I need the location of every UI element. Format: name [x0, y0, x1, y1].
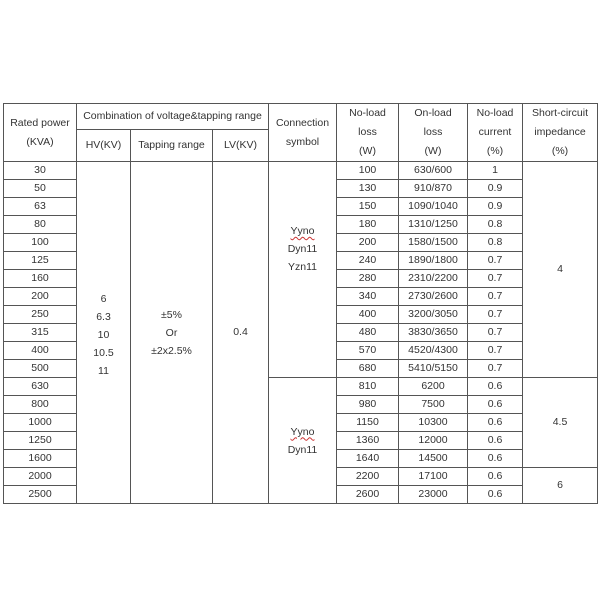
- on-load-loss-cell: 6200: [399, 378, 468, 396]
- tapping-value: ±5%: [161, 309, 182, 321]
- no-load-loss-cell: 100: [337, 162, 399, 180]
- hv-cell: [77, 162, 131, 504]
- no-load-current-cell: 0.7: [468, 270, 523, 288]
- connection-symbol-cell: [269, 378, 337, 504]
- no-load-loss-cell: 340: [337, 288, 399, 306]
- no-load-current-cell: 0.6: [468, 396, 523, 414]
- header-lv: LV(KV): [213, 129, 269, 161]
- connection-symbol: Dyn11: [287, 243, 318, 255]
- rated-power-cell: 500: [4, 360, 77, 378]
- no-load-current-cell: 0.7: [468, 288, 523, 306]
- no-load-current-cell: 0.7: [468, 324, 523, 342]
- rated-power-cell: 315: [4, 324, 77, 342]
- on-load-loss-cell: 17100: [399, 468, 468, 486]
- rated-power-cell: 125: [4, 252, 77, 270]
- no-load-loss-cell: 1640: [337, 450, 399, 468]
- on-load-loss-cell: 23000: [399, 486, 468, 504]
- rated-power-cell: 250: [4, 306, 77, 324]
- header-no-load-current: No-load current (%): [468, 104, 523, 162]
- no-load-current-cell: 0.7: [468, 252, 523, 270]
- rated-power-cell: 200: [4, 288, 77, 306]
- rated-power-cell: 2500: [4, 486, 77, 504]
- tapping-range-cell: [131, 162, 213, 504]
- no-load-loss-cell: 1360: [337, 432, 399, 450]
- on-load-loss-cell: 3830/3650: [399, 324, 468, 342]
- rated-power-cell: 630: [4, 378, 77, 396]
- header-on-load-loss: On-load loss (W): [399, 104, 468, 162]
- hv-value: 6.3: [96, 311, 111, 323]
- no-load-current-cell: 0.6: [468, 432, 523, 450]
- rated-power-cell: 50: [4, 180, 77, 198]
- hv-value: 10.5: [93, 347, 114, 359]
- impedance-cell: 6: [523, 468, 598, 504]
- connection-symbol: Yyno: [290, 425, 315, 438]
- no-load-current-cell: 0.7: [468, 342, 523, 360]
- rated-power-cell: 800: [4, 396, 77, 414]
- no-load-loss-cell: 200: [337, 234, 399, 252]
- no-load-loss-cell: 130: [337, 180, 399, 198]
- on-load-loss-cell: 3200/3050: [399, 306, 468, 324]
- on-load-loss-cell: 10300: [399, 414, 468, 432]
- rated-power-cell: 80: [4, 216, 77, 234]
- no-load-loss-cell: 2200: [337, 468, 399, 486]
- no-load-loss-cell: 980: [337, 396, 399, 414]
- no-load-loss-cell: 570: [337, 342, 399, 360]
- no-load-current-cell: 0.7: [468, 360, 523, 378]
- hv-value: 11: [98, 365, 109, 377]
- no-load-current-cell: 0.6: [468, 378, 523, 396]
- no-load-loss-cell: 810: [337, 378, 399, 396]
- on-load-loss-cell: 7500: [399, 396, 468, 414]
- no-load-current-cell: 0.6: [468, 414, 523, 432]
- hv-value: 10: [97, 329, 110, 341]
- lv-cell: 0.4: [213, 162, 269, 504]
- connection-symbol: Dyn11: [287, 443, 318, 456]
- rated-power-cell: 63: [4, 198, 77, 216]
- header-no-load-loss: No-load loss (W): [337, 104, 399, 162]
- hv-value: 6: [100, 293, 107, 305]
- on-load-loss-cell: 1890/1800: [399, 252, 468, 270]
- on-load-loss-cell: 4520/4300: [399, 342, 468, 360]
- no-load-current-cell: 0.9: [468, 198, 523, 216]
- rated-power-cell: 1000: [4, 414, 77, 432]
- on-load-loss-cell: 1090/1040: [399, 198, 468, 216]
- on-load-loss-cell: 1310/1250: [399, 216, 468, 234]
- header-impedance: Short-circuit impedance (%): [523, 104, 598, 162]
- no-load-current-cell: 0.8: [468, 216, 523, 234]
- transformer-spec-table: [3, 103, 598, 504]
- on-load-loss-cell: 2310/2200: [399, 270, 468, 288]
- no-load-loss-cell: 180: [337, 216, 399, 234]
- no-load-current-cell: 0.8: [468, 234, 523, 252]
- no-load-current-cell: 0.6: [468, 450, 523, 468]
- rated-power-cell: 30: [4, 162, 77, 180]
- no-load-current-cell: 0.7: [468, 306, 523, 324]
- no-load-current-cell: 0.6: [468, 468, 523, 486]
- tapping-value: ±2x2.5%: [151, 345, 192, 357]
- no-load-current-cell: 1: [468, 162, 523, 180]
- header-combination: Combination of voltage&tapping range: [77, 104, 269, 130]
- rated-power-cell: 100: [4, 234, 77, 252]
- no-load-loss-cell: 680: [337, 360, 399, 378]
- no-load-loss-cell: 400: [337, 306, 399, 324]
- on-load-loss-cell: 630/600: [399, 162, 468, 180]
- impedance-cell: 4.5: [523, 378, 598, 468]
- on-load-loss-cell: 12000: [399, 432, 468, 450]
- connection-symbol-cell: [269, 162, 337, 378]
- on-load-loss-cell: 14500: [399, 450, 468, 468]
- header-hv: HV(KV): [77, 129, 131, 161]
- on-load-loss-cell: 910/870: [399, 180, 468, 198]
- table-row: [4, 162, 598, 180]
- rated-power-cell: 1600: [4, 450, 77, 468]
- header-connection-symbol: Connection symbol: [269, 104, 337, 162]
- on-load-loss-cell: 1580/1500: [399, 234, 468, 252]
- no-load-loss-cell: 150: [337, 198, 399, 216]
- on-load-loss-cell: 2730/2600: [399, 288, 468, 306]
- no-load-loss-cell: 240: [337, 252, 399, 270]
- rated-power-cell: 2000: [4, 468, 77, 486]
- header-rated-power: Rated power (KVA): [4, 104, 77, 162]
- no-load-current-cell: 0.9: [468, 180, 523, 198]
- no-load-loss-cell: 1150: [337, 414, 399, 432]
- connection-symbol: Yyno: [290, 225, 315, 237]
- no-load-loss-cell: 2600: [337, 486, 399, 504]
- rated-power-cell: 400: [4, 342, 77, 360]
- no-load-loss-cell: 480: [337, 324, 399, 342]
- tapping-value: Or: [165, 327, 178, 339]
- impedance-cell: 4: [523, 162, 598, 378]
- no-load-loss-cell: 280: [337, 270, 399, 288]
- on-load-loss-cell: 5410/5150: [399, 360, 468, 378]
- rated-power-cell: 160: [4, 270, 77, 288]
- connection-symbol: Yzn11: [288, 261, 317, 273]
- rated-power-cell: 1250: [4, 432, 77, 450]
- no-load-current-cell: 0.6: [468, 486, 523, 504]
- header-tapping-range: Tapping range: [131, 129, 213, 161]
